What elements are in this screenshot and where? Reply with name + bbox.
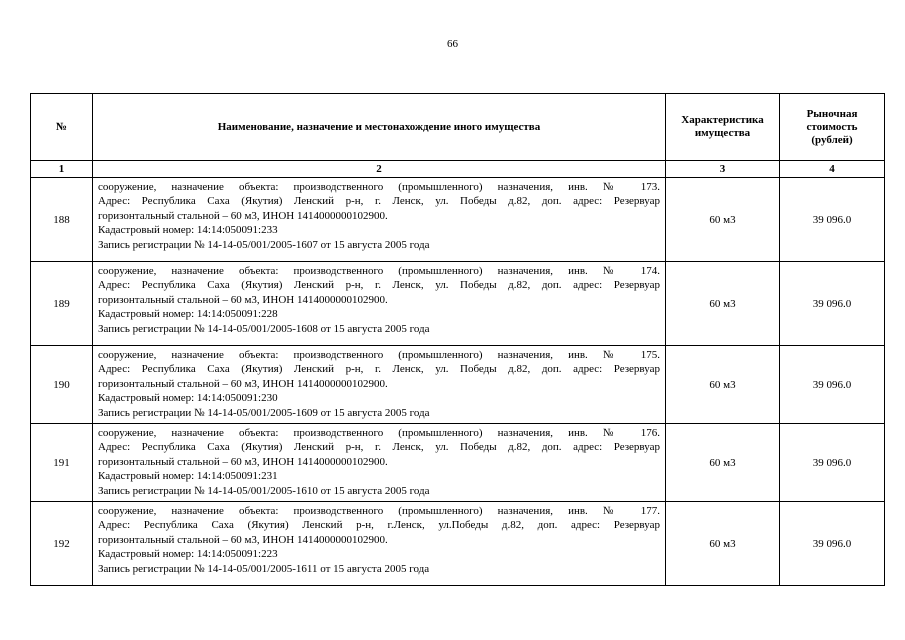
row-characteristic: 60 м3 — [666, 178, 780, 262]
description-line: горизонтальный стальной – 60 м3, ИНОН 1414000000102900. — [98, 209, 388, 222]
header-characteristic-line1: Характеристика — [681, 114, 764, 126]
description-line: сооружение, назначение объекта: производственного (промышленного) назначения, инв. № 177. — [98, 505, 660, 517]
row-number: 192 — [31, 502, 93, 586]
table-row — [31, 346, 885, 424]
description-line: Адрес: Республика Саха (Якутия) Ленский р-н, г. Ленск, ул. Победы д.82, доп. адрес: Резервуар — [98, 441, 660, 454]
row-characteristic: 60 м3 — [666, 424, 780, 502]
description-line: горизонтальный стальной – 60 м3, ИНОН 1414000000102900. — [98, 455, 388, 468]
description-line: горизонтальный стальной – 60 м3, ИНОН 1414000000102900. — [98, 377, 388, 390]
column-number: 2 — [93, 161, 666, 178]
description-line: Кадастровый номер: 14:14:050091:223 — [98, 548, 278, 561]
column-number: 1 — [31, 161, 93, 178]
header-characteristic-line2: имущества — [694, 127, 751, 139]
row-price: 39 096.0 — [780, 178, 885, 262]
row-characteristic: 60 м3 — [666, 346, 780, 424]
description-line: Адрес: Республика Саха (Якутия) Ленский р-н, г. Ленск, ул. Победы д.82, доп. адрес: Резервуар — [98, 279, 660, 292]
header-price-line1: Рыночная — [806, 107, 858, 120]
row-description — [93, 424, 666, 502]
column-number: 3 — [666, 161, 780, 178]
table-row — [31, 502, 885, 586]
description-line: сооружение, назначение объекта: производственного (промышленного) назначения, инв. № 173. — [98, 181, 660, 193]
description-line: Адрес: Республика Саха (Якутия) Ленский р-н, г.Ленск, ул.Победы д.82, доп. адрес: Резервуар — [98, 519, 660, 532]
row-description — [93, 262, 666, 346]
row-price: 39 096.0 — [780, 502, 885, 586]
description-line: Запись регистрации № 14-14-05/001/2005-1611 от 15 августа 2005 года — [98, 562, 430, 575]
table-header-row — [31, 94, 885, 161]
row-characteristic: 60 м3 — [666, 262, 780, 346]
header-price-line3: (рублей) — [811, 133, 853, 146]
row-characteristic: 60 м3 — [666, 502, 780, 586]
description-line: сооружение, назначение объекта: производственного (промышленного) назначения, инв. № 176. — [98, 427, 660, 439]
description-line: Адрес: Республика Саха (Якутия) Ленский р-н, г. Ленск, ул. Победы д.82, доп. адрес: Резервуар — [98, 363, 660, 376]
row-description — [93, 502, 666, 586]
row-price: 39 096.0 — [780, 424, 885, 502]
description-line: Запись регистрации № 14-14-05/001/2005-1609 от 15 августа 2005 года — [98, 406, 430, 419]
row-price: 39 096.0 — [780, 262, 885, 346]
description-line: горизонтальный стальной – 60 м3, ИНОН 1414000000102900. — [98, 533, 388, 546]
page-number: 66 — [447, 38, 458, 50]
description-line: Кадастровый номер: 14:14:050091:231 — [98, 470, 278, 483]
table-row — [31, 424, 885, 502]
row-description — [93, 178, 666, 262]
header-name: Наименование, назначение и местонахождение иного имущества — [93, 94, 666, 161]
header-price — [780, 94, 885, 161]
description-line: сооружение, назначение объекта: производственного (промышленного) назначения, инв. № 174. — [98, 265, 660, 277]
row-number: 189 — [31, 262, 93, 346]
description-line: горизонтальный стальной – 60 м3, ИНОН 1414000000102900. — [98, 293, 388, 306]
description-line: Адрес: Республика Саха (Якутия) Ленский р-н, г. Ленск, ул. Победы д.82, доп. адрес: Резервуар — [98, 195, 660, 208]
description-line: Запись регистрации № 14-14-05/001/2005-1607 от 15 августа 2005 года — [98, 238, 430, 251]
table-row — [31, 178, 885, 262]
description-line: Кадастровый номер: 14:14:050091:230 — [98, 392, 278, 405]
row-number: 190 — [31, 346, 93, 424]
header-number: № — [31, 94, 93, 161]
row-number: 191 — [31, 424, 93, 502]
property-table — [30, 93, 885, 586]
header-price-line2: стоимость — [806, 120, 858, 133]
description-line: Запись регистрации № 14-14-05/001/2005-1608 от 15 августа 2005 года — [98, 322, 430, 335]
header-characteristic — [666, 94, 780, 161]
table-row — [31, 262, 885, 346]
column-number: 4 — [780, 161, 885, 178]
row-price: 39 096.0 — [780, 346, 885, 424]
description-line: Кадастровый номер: 14:14:050091:233 — [98, 224, 278, 237]
description-line: сооружение, назначение объекта: производственного (промышленного) назначения, инв. № 175. — [98, 349, 660, 361]
description-line: Кадастровый номер: 14:14:050091:228 — [98, 308, 278, 321]
description-line: Запись регистрации № 14-14-05/001/2005-1610 от 15 августа 2005 года — [98, 484, 430, 497]
row-description — [93, 346, 666, 424]
row-number: 188 — [31, 178, 93, 262]
column-number-row — [31, 161, 885, 178]
